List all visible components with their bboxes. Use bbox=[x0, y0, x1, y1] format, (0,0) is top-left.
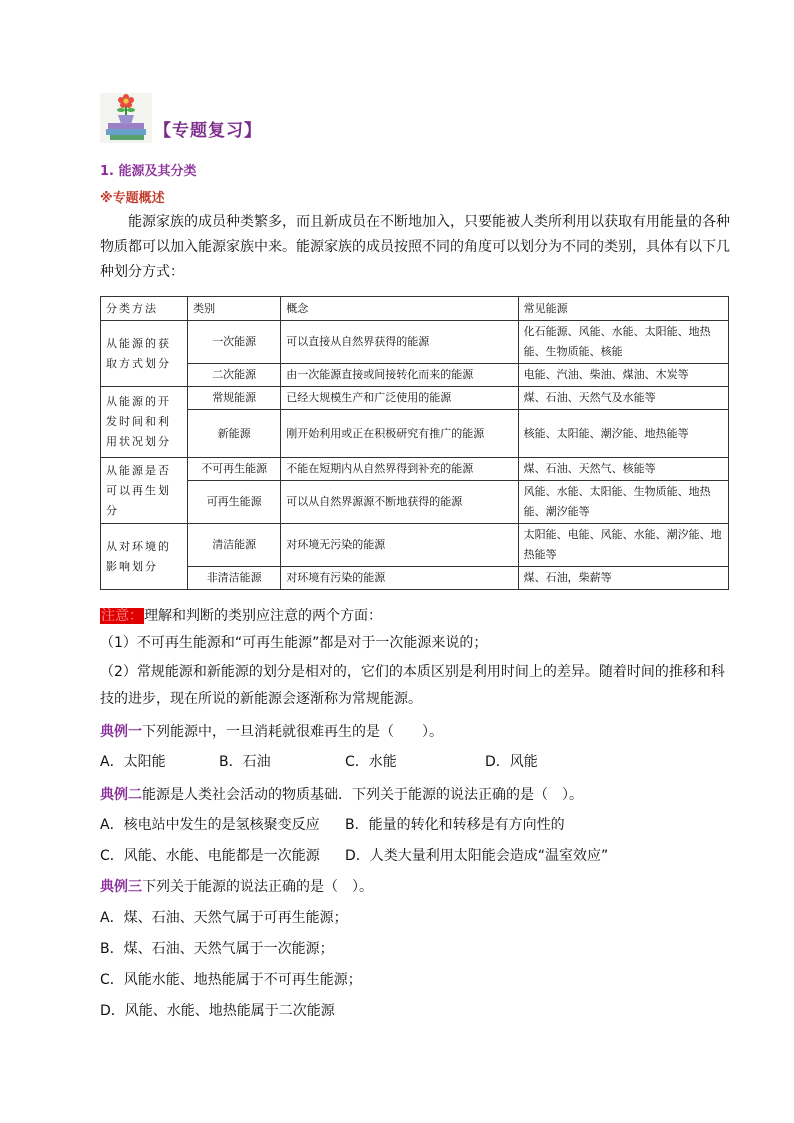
method-cell: 从能源是否可以再生划分 bbox=[101, 458, 188, 524]
option-a: A．太阳能 bbox=[100, 754, 166, 770]
option-a: A．煤、石油、天然气属于可再生能源； bbox=[100, 910, 348, 926]
category-cell: 新能源 bbox=[188, 410, 281, 458]
table-row bbox=[101, 321, 729, 364]
concept-cell: 对环境有污染的能源 bbox=[281, 567, 518, 590]
option-d: D．风能、水能、地热能属于二次能源 bbox=[100, 1003, 335, 1019]
method-cell: 从对环境的影响划分 bbox=[101, 524, 188, 590]
note-point-1: （1）不可再生能源和“可再生能源”都是对于一次能源来说的； bbox=[100, 635, 488, 651]
method-cell: 从能源的开发时间和利用状况划分 bbox=[101, 387, 188, 458]
examples-cell: 煤、石油、天然气、核能等 bbox=[518, 458, 728, 481]
concept-cell: 对环境无污染的能源 bbox=[281, 524, 518, 567]
flower-pot-books-icon bbox=[100, 93, 152, 143]
section-title: 1. 能源及其分类 bbox=[100, 164, 197, 179]
examples-cell: 化石能源、风能、水能、太阳能、地热能、生物质能、核能 bbox=[518, 321, 728, 364]
category-cell: 清洁能源 bbox=[188, 524, 281, 567]
concept-cell: 可以从自然界源源不断地获得的能源 bbox=[281, 481, 518, 524]
example-3-question bbox=[100, 877, 373, 897]
concept-cell: 刚开始利用或正在积极研究有推广的能源 bbox=[281, 410, 518, 458]
example-2-question bbox=[100, 785, 583, 805]
table-row bbox=[101, 364, 729, 387]
category-cell: 非清洁能源 bbox=[188, 567, 281, 590]
note-text: 理解和判断的类别应注意的两个方面： bbox=[144, 608, 382, 624]
energy-classification-table bbox=[100, 296, 729, 590]
concept-cell: 由一次能源直接或间接转化而来的能源 bbox=[281, 364, 518, 387]
option-b: B．能量的转化和转移是有方向性的 bbox=[345, 817, 565, 833]
question-text: 下列能源中，一旦消耗就很难再生的是（ ）。 bbox=[142, 724, 443, 740]
table-row bbox=[101, 481, 729, 524]
examples-cell: 风能、水能、太阳能、生物质能、地热能、潮汐能等 bbox=[518, 481, 728, 524]
header-cell-examples: 常见能源 bbox=[518, 297, 728, 321]
note-line bbox=[100, 606, 382, 626]
table-header-row bbox=[101, 297, 729, 321]
examples-cell: 煤、石油，柴薪等 bbox=[518, 567, 728, 590]
table-row bbox=[101, 387, 729, 410]
method-cell: 从能源的获取方式划分 bbox=[101, 321, 188, 387]
option-d: D．风能 bbox=[485, 754, 538, 770]
category-cell: 不可再生能源 bbox=[188, 458, 281, 481]
table-row bbox=[101, 567, 729, 590]
intro-paragraph: 能源家族的成员种类繁多，而且新成员在不断地加入，只要能被人类所利用以获取有用能量的各种物质都可以加入能源家族中来。能源家族的成员按照不同的角度可以划分为不同的类别，具体有以下几种划分方式： bbox=[100, 214, 730, 280]
category-cell: 常规能源 bbox=[188, 387, 281, 410]
concept-cell: 不能在短期内从自然界得到补充的能源 bbox=[281, 458, 518, 481]
example-tag: 典例三 bbox=[100, 879, 142, 895]
table-row bbox=[101, 410, 729, 458]
category-cell: 可再生能源 bbox=[188, 481, 281, 524]
header-cell-method: 分类方法 bbox=[101, 297, 188, 321]
header-title: 【专题复习】 bbox=[154, 121, 262, 141]
header-cell-category: 类别 bbox=[188, 297, 281, 321]
concept-cell: 已经大规模生产和广泛使用的能源 bbox=[281, 387, 518, 410]
example-tag: 典例二 bbox=[100, 787, 142, 803]
example-1-question bbox=[100, 722, 443, 742]
table-row bbox=[101, 458, 729, 481]
option-a: A．核电站中发生的是氢核聚变反应 bbox=[100, 817, 320, 833]
option-c: C．风能、水能、电能都是一次能源 bbox=[100, 848, 320, 864]
option-b: B．煤、石油、天然气属于一次能源； bbox=[100, 941, 334, 957]
question-text: 下列关于能源的说法正确的是（ ）。 bbox=[142, 879, 373, 895]
option-c: C．风能水能、地热能属于不可再生能源； bbox=[100, 972, 362, 988]
examples-cell: 电能、汽油、柴油、煤油、木炭等 bbox=[518, 364, 728, 387]
section-header bbox=[100, 93, 262, 143]
examples-cell: 核能、太阳能、潮汐能、地热能等 bbox=[518, 410, 728, 458]
table-row bbox=[101, 524, 729, 567]
note-point-2: （2）常规能源和新能源的划分是相对的，它们的本质区别是利用时间上的差异。随着时间的推移和科技的进步，现在所说的新能源会逐渐称为常规能源。 bbox=[100, 664, 725, 707]
category-cell: 二次能源 bbox=[188, 364, 281, 387]
examples-cell: 煤、石油、天然气及水能等 bbox=[518, 387, 728, 410]
header-cell-concept: 概念 bbox=[281, 297, 518, 321]
option-c: C．水能 bbox=[345, 754, 397, 770]
examples-cell: 太阳能、电能、风能、水能、潮汐能、地热能等 bbox=[518, 524, 728, 567]
question-text: 能源是人类社会活动的物质基础．下列关于能源的说法正确的是（ ）。 bbox=[142, 787, 583, 803]
category-cell: 一次能源 bbox=[188, 321, 281, 364]
note-tag: 注意： bbox=[101, 608, 143, 624]
option-b: B．石油 bbox=[219, 754, 271, 770]
example-tag: 典例一 bbox=[100, 724, 142, 740]
option-d: D．人类大量利用太阳能会造成“温室效应” bbox=[345, 848, 609, 864]
concept-cell: 可以直接从自然界获得的能源 bbox=[281, 321, 518, 364]
section-subtitle: ※专题概述 bbox=[100, 191, 165, 206]
